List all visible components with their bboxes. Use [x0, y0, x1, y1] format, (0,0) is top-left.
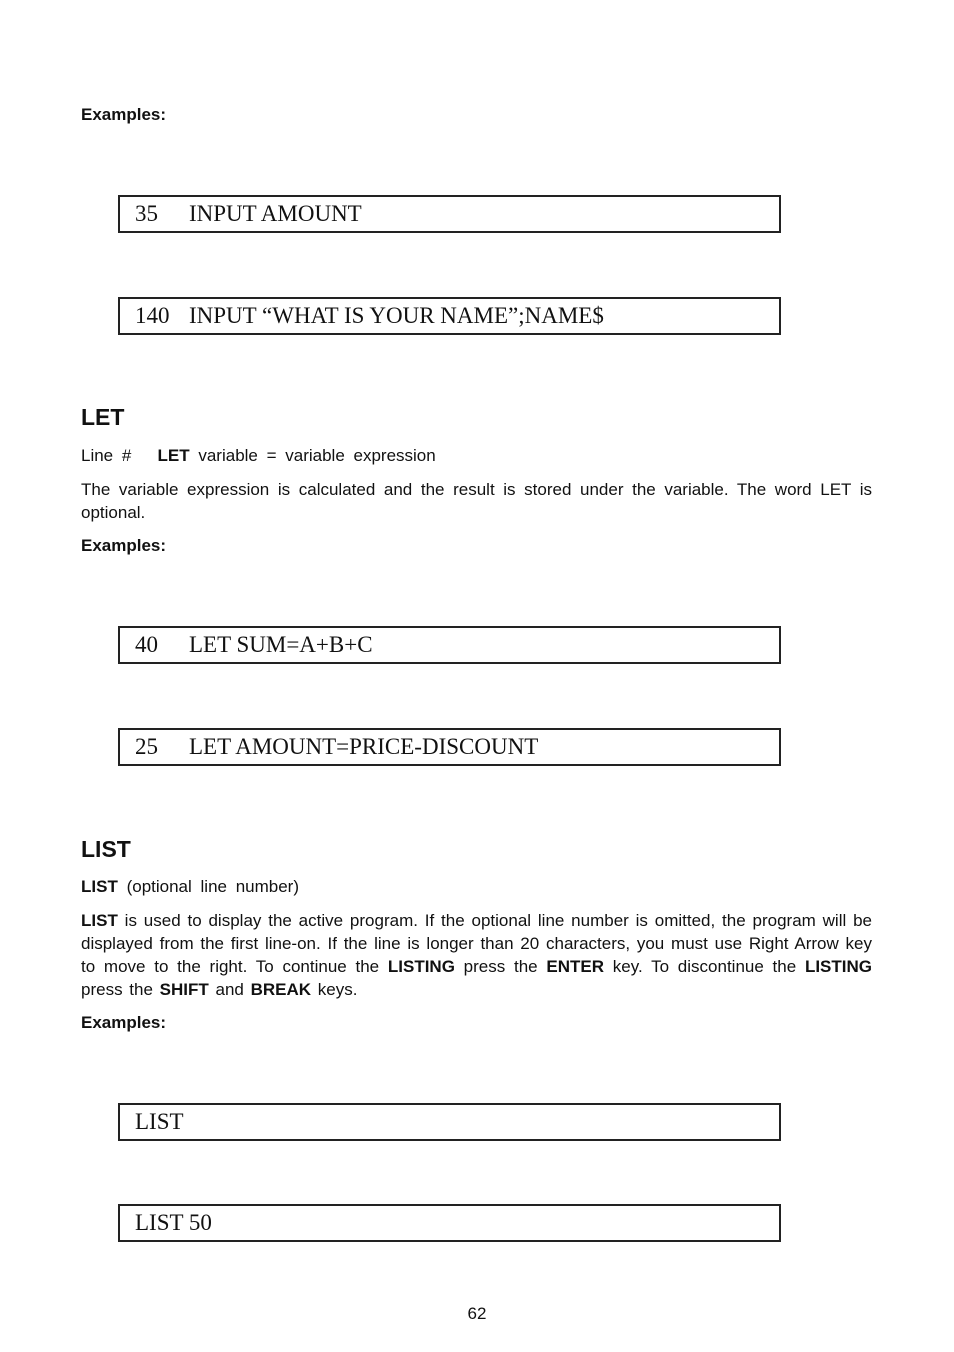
text: press the	[81, 980, 160, 999]
code-line-number: 140	[135, 303, 170, 328]
syntax-keyword: LET	[157, 446, 190, 465]
examples-label: Examples:	[81, 1013, 167, 1032]
code-statement: LET AMOUNT=PRICE-DISCOUNT	[189, 734, 539, 759]
let-syntax	[81, 446, 436, 466]
code-example-box	[118, 297, 781, 335]
syntax-rest: (optional line number)	[126, 877, 299, 896]
keyword: ENTER	[546, 957, 604, 976]
code-line-number: 35	[135, 201, 158, 226]
let-description: The variable expression is calculated and the result is stored under the variable. The word LET is optional.	[81, 480, 872, 522]
code-statement: LIST	[135, 1109, 184, 1134]
page-number: 62	[467, 1304, 487, 1323]
syntax-keyword: LIST	[81, 877, 118, 896]
keyword: LISTING	[804, 957, 872, 976]
code-statement: LIST 50	[135, 1210, 212, 1235]
keyword: LIST	[81, 911, 118, 930]
code-statement: INPUT “WHAT IS YOUR NAME”;NAME$	[189, 303, 604, 328]
text: is used to display the active program. If the optional line number is omitted, the program will be displayed from the first line-on. If the line is longer than 20 characters, you must use Right Arrow key to move to the right. To continue the	[81, 911, 872, 976]
text: key. To discontinue the	[604, 957, 805, 976]
code-statement: LET SUM=A+B+C	[189, 632, 373, 657]
code-line-number: 40	[135, 632, 158, 657]
keyword: BREAK	[250, 980, 312, 999]
section-heading-let: LET	[81, 404, 125, 430]
syntax-rest: variable = variable expression	[198, 446, 436, 465]
syntax-prefix: Line #	[81, 446, 132, 465]
code-example-box	[118, 626, 781, 664]
text: press the	[454, 957, 547, 976]
list-description	[81, 909, 872, 1001]
code-statement: INPUT AMOUNT	[189, 201, 362, 226]
code-example-box	[118, 195, 781, 233]
code-line-number: 25	[135, 734, 158, 759]
code-example-box	[118, 728, 781, 766]
section-heading-list: LIST	[81, 836, 131, 862]
text: and	[208, 980, 251, 999]
code-example-box	[118, 1103, 781, 1141]
keyword: SHIFT	[159, 980, 209, 999]
list-syntax	[81, 877, 299, 897]
keyword: LISTING	[387, 957, 455, 976]
text: keys.	[311, 980, 358, 999]
examples-label: Examples:	[81, 105, 167, 124]
examples-label: Examples:	[81, 536, 167, 555]
code-example-box	[118, 1204, 781, 1242]
